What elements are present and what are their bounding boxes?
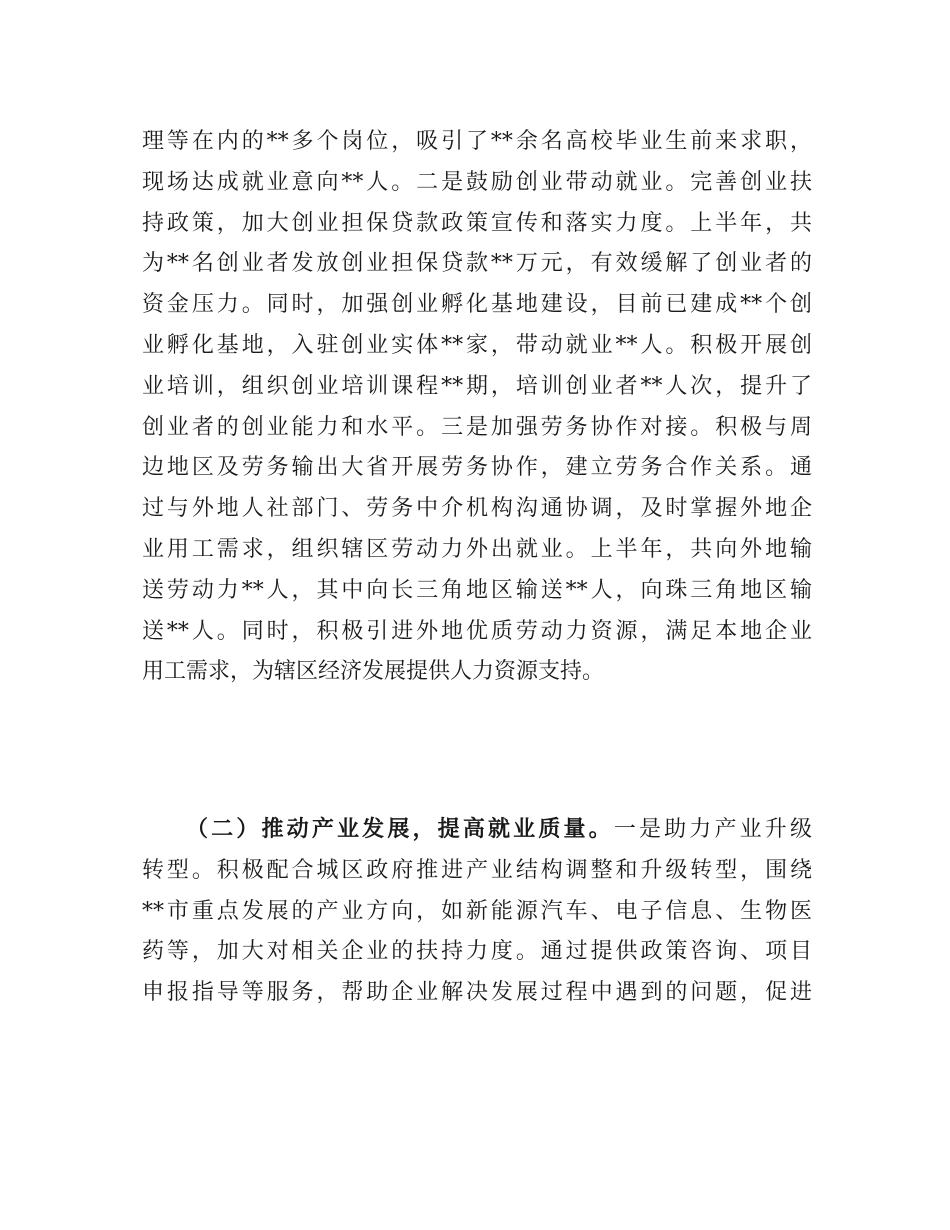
text-line: 送**人。同时，积极引进外地优质劳动力资源，满足本地企业 [142,618,812,644]
text-line-first [142,810,812,851]
text-line: **市重点发展的产业方向，如新能源汽车、电子信息、生物医 [142,898,812,924]
text-line: 过与外地人社部门、劳务中介机构沟通协调，及时掌握外地企 [142,496,812,522]
text-line: 送劳动力**人，其中向长三角地区输送**人，向珠三角地区输 [142,577,812,603]
text-line: 业用工需求，组织辖区劳动力外出就业。上半年，共向外地输 [142,536,812,562]
section-heading: （二）推动产业发展，提高就业质量。 [186,817,614,842]
text-line: 资金压力。同时，加强创业孵化基地建设，目前已建成**个创 [142,292,812,318]
text-line: 业培训，组织创业培训课程**期，培训创业者**人次，提升了 [142,373,812,399]
text-line: 持政策，加大创业担保贷款政策宣传和落实力度。上半年，共 [142,210,812,236]
text-line: 理等在内的**多个岗位，吸引了**余名高校毕业生前来求职， [142,129,812,154]
text-line: 药等，加大对相关企业的扶持力度。通过提供政策咨询、项目 [142,939,812,965]
paragraph-industry-development [142,810,812,1014]
text-line: 转型。积极配合城区政府推进产业结构调整和升级转型，围绕 [142,857,812,883]
paragraph-employment-services [142,122,812,693]
text-run: 一是助力产业升级 [613,817,812,842]
text-line: 用工需求，为辖区经济发展提供人力资源支持。 [142,659,605,685]
text-line: 边地区及劳务输出大省开展劳务协作，建立劳务合作关系。通 [142,455,812,481]
text-line: 为**名创业者发放创业担保贷款**万元，有效缓解了创业者的 [142,251,812,277]
text-line: 申报指导等服务，帮助企业解决发展过程中遇到的问题，促进 [142,980,812,1006]
text-line: 业孵化基地，入驻创业实体**家，带动就业**人。积极开展创 [142,332,812,358]
text-line: 现场达成就业意向**人。二是鼓励创业带动就业。完善创业扶 [142,169,812,195]
text-line: 创业者的创业能力和水平。三是加强劳务协作对接。积极与周 [142,414,812,440]
